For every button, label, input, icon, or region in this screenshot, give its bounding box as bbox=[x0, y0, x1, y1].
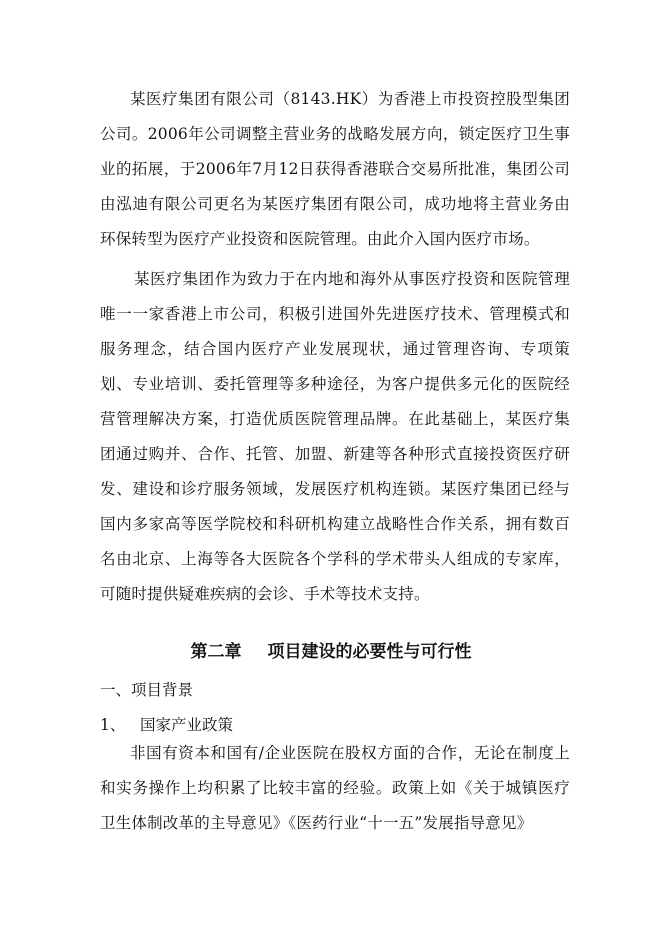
group-description-paragraph: 某医疗集团作为致力于在内地和海外从事医疗投资和医院管理唯一一家香港上市公司，积极引进国外先进医疗技术、管理模式和服务理念，结合国内医疗产业发展现状，通过管理咨询、专项策划、专业培训、委托管理等多种途径，为客户提供多元化的医院经营管理解决方案，打造优质医院管理品牌。在此基础上，某医疗集团通过购并、合作、托管、加盟、新建等各种形式直接投资医疗研发、建设和诊疗服务领域，发展医疗机构连锁。某医疗集团已经与国内多家高等医学院校和科研机构建立战略性合作关系，拥有数百名由北京、上海等各大医院各个学科的学术带头人组成的专家库，可随时提供疑难疾病的会诊、手术等技术支持。 bbox=[100, 270, 570, 603]
chapter-number: 第二章 bbox=[190, 642, 242, 662]
chapter-title-text: 项目建设的必要性与可行性 bbox=[267, 642, 472, 662]
section-heading: 一、项目背景 bbox=[100, 681, 194, 699]
subsection-title: 国家产业政策 bbox=[140, 716, 234, 734]
intro-paragraph: 某医疗集团有限公司（8143.HK）为香港上市投资控股型集团公司。2006年公司调整主营业务的战略发展方向，锁定医疗卫生事业的拓展，于2006年7月12日获得香港联合交易所批准，集团公司由泓迪有限公司更名为某医疗集团有限公司，成功地将主营业务由环保转型为医疗产业投资和医院管理。由此介入国内医疗市场。 bbox=[100, 90, 570, 248]
subsection-heading bbox=[100, 711, 233, 739]
policy-paragraph: 非国有资本和国有/企业医院在股权方面的合作，无论在制度上和实务操作上均积累了比较丰富的经验。政策上如《关于城镇医疗卫生体制改革的主导意见》《医药行业“十一五”发展指导意见》 bbox=[100, 744, 570, 832]
chapter-title bbox=[0, 638, 662, 666]
subsection-number: 1、 bbox=[100, 716, 126, 734]
